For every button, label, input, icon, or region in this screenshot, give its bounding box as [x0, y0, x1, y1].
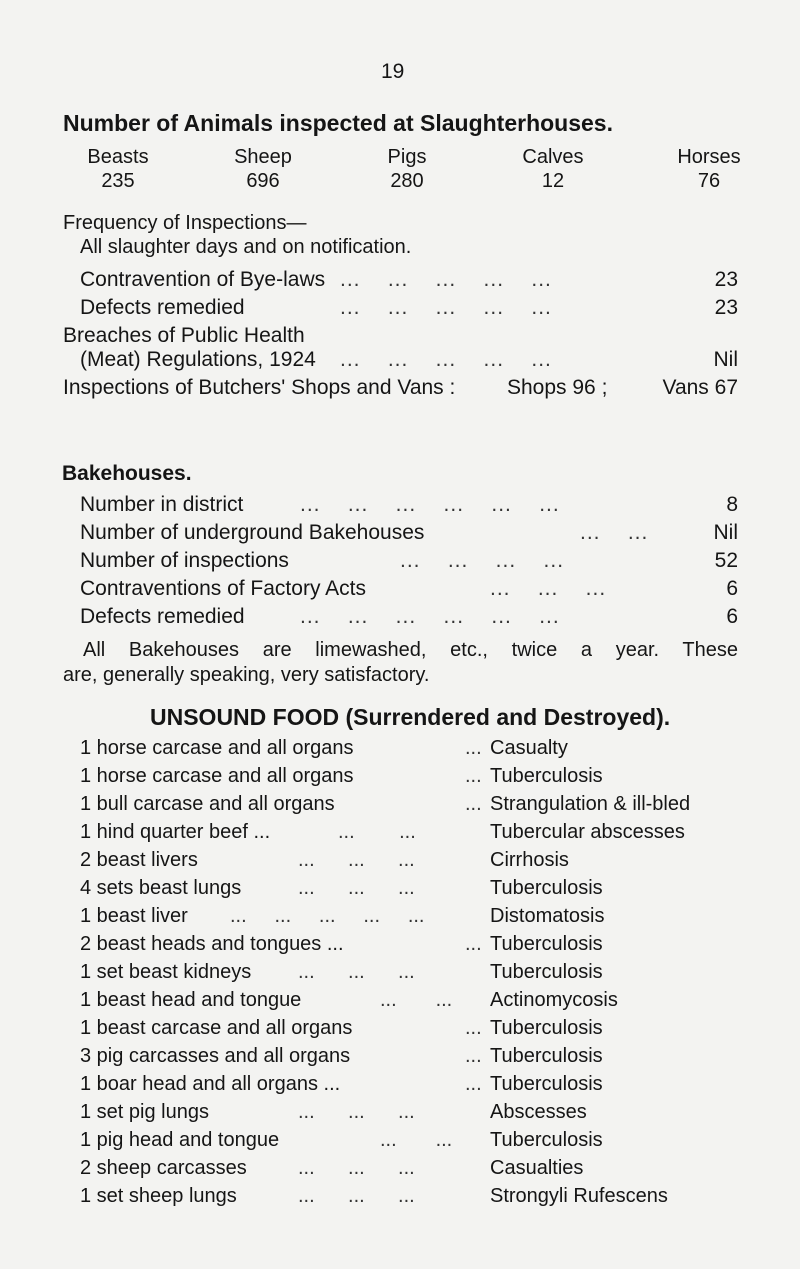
- list-item: 1 horse carcase and all organs ... Tuberculosis: [80, 765, 603, 787]
- animals-header-horses: Horses: [677, 146, 741, 168]
- list-item: 3 pig carcasses and all organs ... Tuberculosis: [80, 1045, 603, 1067]
- food-item: 1 horse carcase and all organs: [80, 765, 354, 787]
- list-item: 1 boar head and all organs ... ... Tuberculosis: [80, 1073, 603, 1095]
- unsound-food-heading: UNSOUND FOOD (Surrendered and Destroyed).: [150, 704, 671, 730]
- bakehouse-label: Number of underground Bakehouses: [80, 521, 425, 544]
- list-item: 1 bull carcase and all organs ... Strangulation & ill-bled: [80, 793, 691, 815]
- food-cause: Tubercular abscesses: [490, 821, 685, 843]
- food-cause: Tuberculosis: [490, 877, 603, 899]
- food-item: 1 set pig lungs: [80, 1101, 209, 1123]
- list-item: 2 beast livers ... ... ... Cirrhosis: [80, 849, 569, 871]
- bakehouse-value: 8: [726, 493, 738, 516]
- animals-header-calves: Calves: [522, 146, 584, 168]
- food-cause: Distomatosis: [490, 905, 605, 927]
- animals-heading: Number of Animals inspected at Slaughterhouses.: [63, 110, 613, 136]
- frequency-heading: Frequency of Inspections—: [63, 212, 307, 234]
- animals-value-beasts: 235: [101, 170, 135, 192]
- food-item: 3 pig carcasses and all organs: [80, 1045, 351, 1067]
- food-cause: Tuberculosis: [490, 961, 603, 983]
- food-item: 1 boar head and all organs ...: [80, 1073, 341, 1095]
- list-item: 4 sets beast lungs ... ... ... Tuberculosis: [80, 877, 603, 899]
- bakehouse-label: Number in district: [80, 493, 244, 516]
- animals-header-beasts: Beasts: [87, 146, 149, 168]
- animals-header-pigs: Pigs: [387, 146, 427, 168]
- list-item: 1 set sheep lungs ... ... ... Strongyli Rufescens: [80, 1185, 668, 1207]
- food-cause: Casualty: [490, 737, 568, 759]
- list-item: 2 sheep carcasses ... ... ... Casualties: [80, 1157, 584, 1179]
- defects-value: 23: [714, 296, 738, 319]
- food-item: 1 bull carcase and all organs: [80, 793, 335, 815]
- list-item: 1 beast liver ... ... ... ... ... Distomatosis: [80, 905, 605, 927]
- food-item: 1 beast carcase and all organs: [80, 1017, 353, 1039]
- breaches-label-line1: Breaches of Public Health: [63, 324, 305, 347]
- bakehouse-row: Defects remedied ... ... ... ... ... ... 6: [80, 605, 738, 628]
- animals-header-sheep: Sheep: [234, 146, 292, 168]
- butchers-label: Inspections of Butchers' Shops and Vans :: [63, 376, 456, 399]
- food-cause: Casualties: [490, 1157, 584, 1179]
- list-item: 1 beast head and tongue ... ... Actinomycosis: [80, 989, 618, 1011]
- bakehouse-value: 52: [714, 549, 738, 572]
- bakehouse-value: 6: [726, 605, 738, 628]
- bakehouse-label: Contraventions of Factory Acts: [80, 577, 366, 600]
- bakehouse-row: Number of inspections ... ... ... ... 52: [80, 549, 738, 572]
- bakehouses-heading: Bakehouses.: [62, 462, 192, 485]
- bakehouse-value: Nil: [713, 521, 738, 544]
- butchers-row: [63, 376, 738, 402]
- food-cause: Tuberculosis: [490, 1017, 603, 1039]
- food-item: 1 set beast kidneys: [80, 961, 252, 983]
- animals-value-horses: 76: [697, 170, 721, 192]
- bakehouse-label: Number of inspections: [80, 549, 289, 572]
- defects-row: Defects remedied ... ... ... ... ... 23: [80, 296, 738, 319]
- bakehouses-note: [63, 638, 738, 688]
- food-item: 2 beast heads and tongues ...: [80, 933, 344, 955]
- bakehouses-note-line1: All Bakehouses are limewashed, etc., twice a year. These: [83, 639, 738, 661]
- breaches-value: Nil: [713, 348, 738, 371]
- list-item: 1 beast carcase and all organs ... Tuberculosis: [80, 1017, 603, 1039]
- food-cause: Strongyli Rufescens: [490, 1185, 668, 1207]
- food-cause: Tuberculosis: [490, 1045, 603, 1067]
- animals-value-pigs: 280: [390, 170, 424, 192]
- bakehouse-row: Number of underground Bakehouses ... ... Nil: [80, 521, 738, 544]
- food-cause: Abscesses: [490, 1101, 587, 1123]
- contravention-label: Contravention of Bye-laws: [80, 268, 326, 291]
- butchers-shops: Shops 96 ;: [507, 376, 608, 399]
- food-item: 1 beast liver: [80, 905, 188, 927]
- food-item: 4 sets beast lungs: [80, 877, 242, 899]
- animals-value-sheep: 696: [246, 170, 280, 192]
- breaches-label-line2: (Meat) Regulations, 1924: [80, 348, 316, 371]
- food-cause: Actinomycosis: [490, 989, 618, 1011]
- list-item: 1 hind quarter beef ... ... ... Tubercular abscesses: [80, 821, 685, 843]
- contravention-row: Contravention of Bye-laws ... ... ... ... ... 23: [80, 268, 738, 291]
- food-cause: Tuberculosis: [490, 1129, 603, 1151]
- list-item: 2 beast heads and tongues ... ... Tuberculosis: [80, 933, 603, 955]
- defects-label: Defects remedied: [80, 296, 245, 319]
- bakehouses-note-line2: are, generally speaking, very satisfactory.: [63, 664, 430, 686]
- food-item: 2 sheep carcasses: [80, 1157, 247, 1179]
- food-cause: Strangulation & ill-bled: [490, 793, 691, 815]
- food-cause: Tuberculosis: [490, 765, 603, 787]
- list-item: 1 horse carcase and all organs ... Casualty: [80, 737, 568, 759]
- food-item: 1 hind quarter beef ...: [80, 821, 271, 843]
- breaches-row: (Meat) Regulations, 1924 ... ... ... ... ... Nil: [80, 348, 738, 371]
- bakehouse-value: 6: [726, 577, 738, 600]
- page-number: 19: [381, 60, 405, 83]
- food-cause: Tuberculosis: [490, 933, 603, 955]
- food-item: 1 pig head and tongue: [80, 1129, 280, 1151]
- bakehouse-label: Defects remedied: [80, 605, 245, 628]
- food-item: 1 horse carcase and all organs: [80, 737, 354, 759]
- list-item: 1 set beast kidneys ... ... ... Tuberculosis: [80, 961, 603, 983]
- bakehouse-row: Contraventions of Factory Acts ... ... ... 6: [80, 577, 738, 600]
- animals-value-calves: 12: [541, 170, 565, 192]
- frequency-detail: All slaughter days and on notification.: [80, 236, 412, 258]
- food-item: 1 set sheep lungs: [80, 1185, 237, 1207]
- contravention-value: 23: [714, 268, 738, 291]
- food-item: 1 beast head and tongue: [80, 989, 302, 1011]
- list-item: 1 pig head and tongue ... ... Tuberculosis: [80, 1129, 603, 1151]
- food-cause: Cirrhosis: [490, 849, 569, 871]
- list-item: 1 set pig lungs ... ... ... Abscesses: [80, 1101, 587, 1123]
- bakehouse-row: Number in district ... ... ... ... ... ... 8: [80, 493, 738, 516]
- food-cause: Tuberculosis: [490, 1073, 603, 1095]
- food-item: 2 beast livers: [80, 849, 198, 871]
- butchers-vans: Vans 67: [662, 376, 738, 399]
